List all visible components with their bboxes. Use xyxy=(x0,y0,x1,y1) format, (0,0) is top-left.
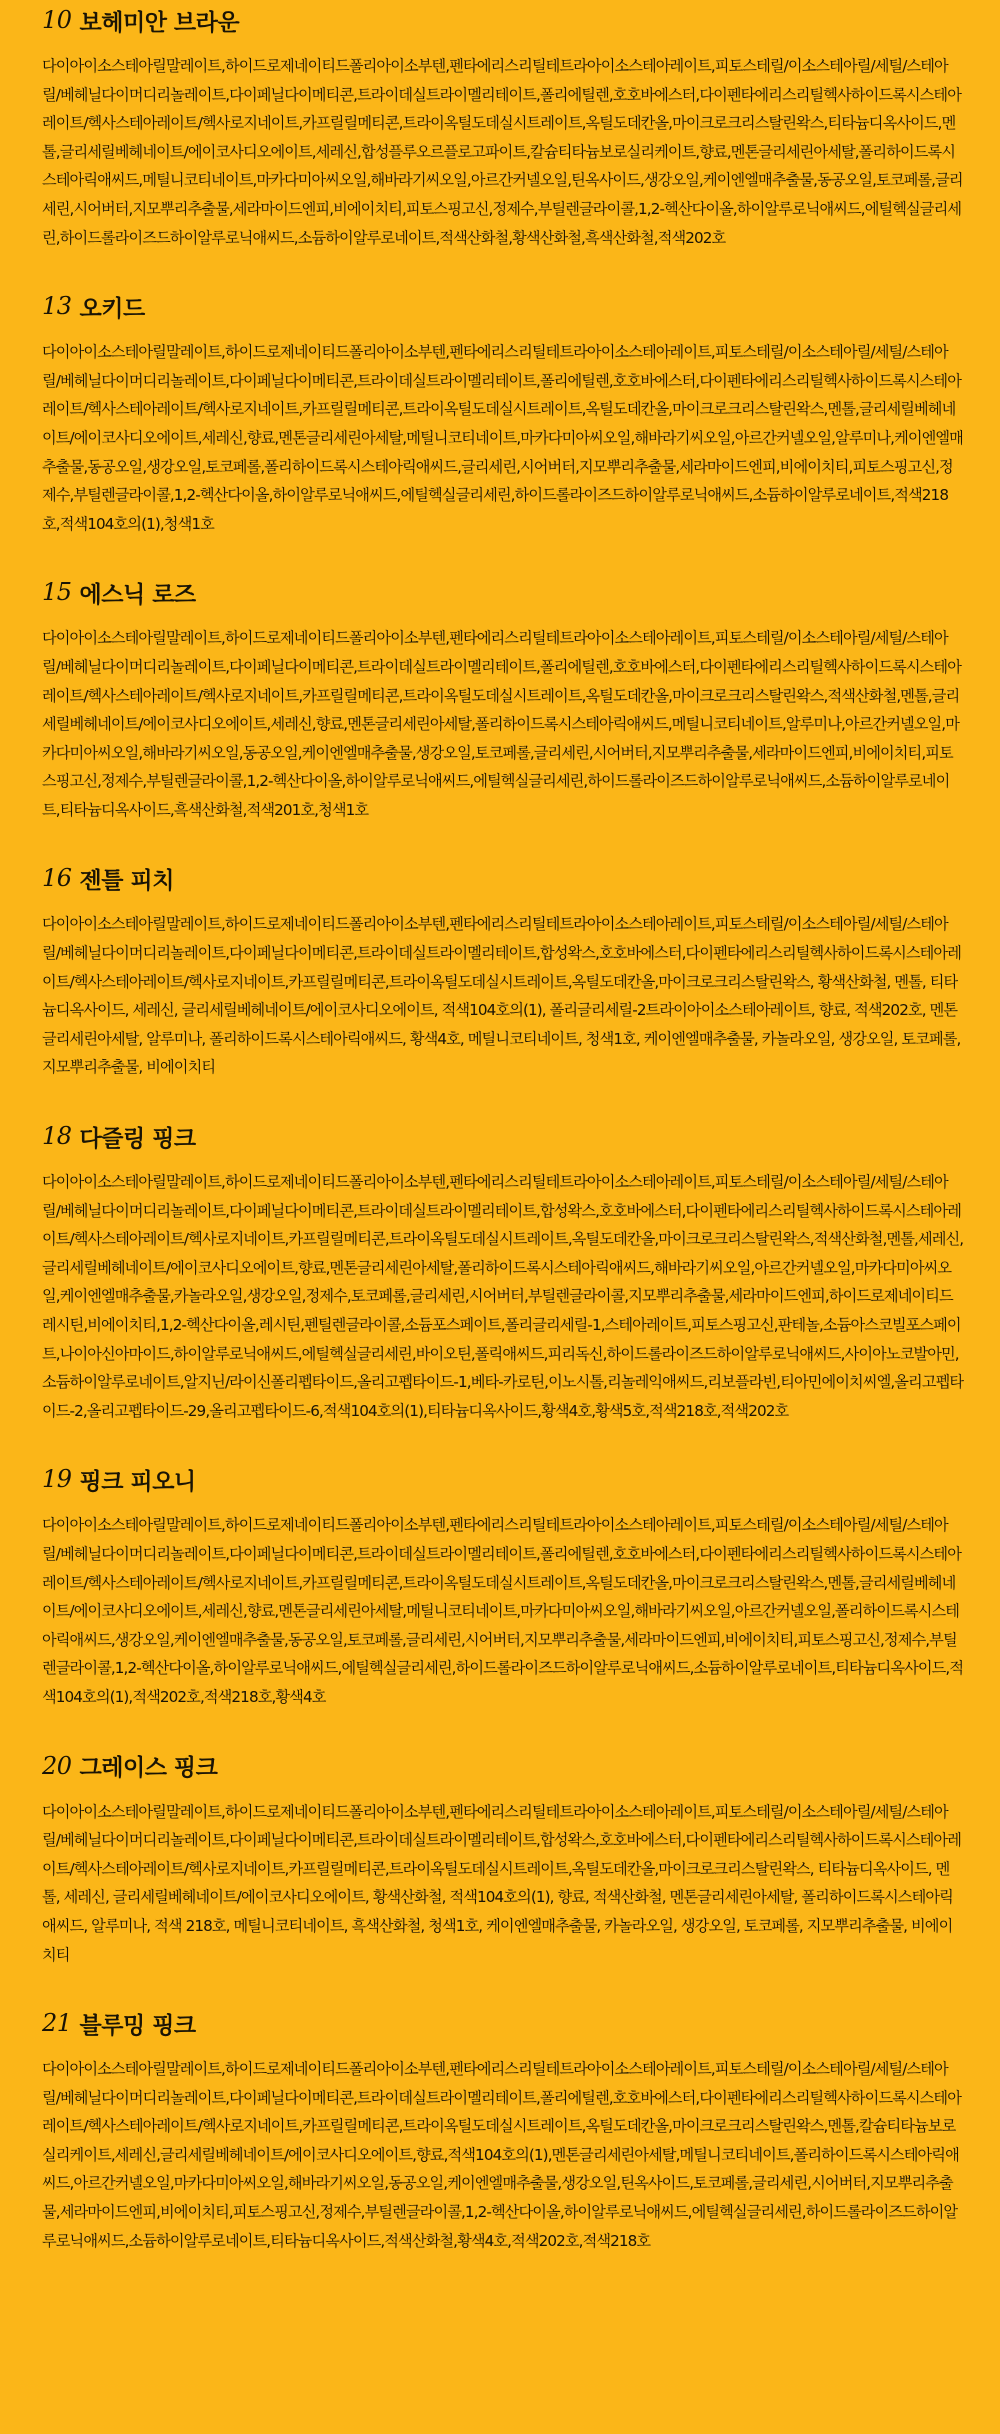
shade-name: 오키드 xyxy=(79,295,145,322)
shade-number: 13 xyxy=(42,292,72,321)
shade-number: 19 xyxy=(42,1465,72,1494)
shade-title xyxy=(42,286,964,326)
shade-number: 20 xyxy=(42,1751,72,1780)
ingredient-text: 다이아이소스테아릴말레이트,하이드로제네이티드폴리아이소부텐,펜타에리스리틸테트라아이소스테아레이트,피토스테릴/이소스테아릴/세틸/스테아릴/베헤닐다이머디리놀레이트,다이페닐다이메티콘,트라이데실트라이멜리테이트,폴리에틸렌,호호바에스터,다이펜타에리스리틸헥사하이드록시스테아레이트/헥사스테아레이트/헥사로지네이트,카프릴릴메티콘,트라이옥틸도데실시트레이트,옥틸도데칸올,마이크로크리스탈린왁스,멘톨,글리세릴베헤네이트/에이코사디오에이트,세레신,향료,멘톤글리세린아세탈,메틸니코티네이트,마카다미아씨오일,해바라기씨오일,아르간커넬오일,알루미나,케이엔엘매추출물,동공오일,생강오일,토코페롤,폴리하이드록시스테아릭애씨드,글리세린,시어버터,지모뿌리추출물,세라마이드엔피,비에이치티,피토스핑고신,정제수,부틸렌글라이콜,1,2-헥산다이올,하이알루로닉애씨드,에틸헥실글리세린,하이드롤라이즈드하이알루로닉애씨드,소듐하이알루로네이트,적색218호,적색104호의(1),청색1호 xyxy=(42,343,963,533)
ingredient-text: 다이아이소스테아릴말레이트,하이드로제네이티드폴리아이소부텐,펜타에리스리틸테트라아이소스테아레이트,피토스테릴/이소스테아릴/세틸/스테아릴/베헤닐다이머디리놀레이트,다이페닐다이메티콘,트라이데실트라이멜리테이트,합성왁스,호호바에스터,다이펜타에리스리틸헥사하이드록시스테아레이트/헥사스테아레이트/헥사로지네이트,카프릴릴메티콘,트라이옥틸도데실시트레이트,옥틸도데칸올,마이크로크리스탈린왁스,적색산화철,멘톨,세레신,글리세릴베헤네이트/에이코사디오에이트,향료,멘톤글리세린아세탈,폴리하이드록시스테아릭애씨드,해바라기씨오일,아르간커넬오일,마카다미아씨오일,케이엔엘매추출물,카놀라오일,생강오일,정제수,토코페롤,글리세린,시어버터,부틸렌글라이콜,지모뿌리추출물,세라마이드엔피,하이드로제네이티드레시틴,비에이치티,1,2-헥산다이올,레시틴,펜틸렌글라이콜,소듐포스페이트,폴리글리세릴-1,스테아레이트,피토스핑고신,판테놀,소듐아스코빌포스페이트,나이아신아마이드,하이알루로닉애씨드,에틸헥실글리세린,바이오틴,폴릭애씨드,피리독신,하이드롤라이즈드하이알루로닉애씨드,사이아노코발아민,소듐하이알루로네이트,알지닌/라이신폴리펩타이드,올리고펩타이드-1,베타-카로틴,이노시톨,리놀레익애씨드,리보플라빈,티아민에이치씨엘,올리고펩타이드-2,올리고펩타이드-29,올리고펩타이드-6,적색104호의(1),티타늄디옥사이드,황색4호,황색5호,적색218호,적색202호 xyxy=(42,1173,964,1420)
shade-number: 21 xyxy=(42,2009,72,2038)
shade-name: 에스닉 로즈 xyxy=(79,581,196,608)
shade-name: 핑크 피오니 xyxy=(79,1468,196,1495)
shade-name: 그레이스 핑크 xyxy=(79,1755,218,1782)
shade-section-10 xyxy=(42,0,964,252)
ingredient-text: 다이아이소스테아릴말레이트,하이드로제네이티드폴리아이소부텐,펜타에리스리틸테트라아이소스테아레이트,피토스테릴/이소스테아릴/세틸/스테아릴/베헤닐다이머디리놀레이트,다이페닐다이메티콘,트라이데실트라이멜리테이트,폴리에틸렌,호호바에스터,다이펜타에리스리틸헥사하이드록시스테아레이트/헥사스테아레이트/헥사로지네이트,카프릴릴메티콘,트라이옥틸도데실시트레이트,옥틸도데칸올,마이크로크리스탈린왁스,멘톨,칼슘티타늄보로실리케이트,세레신,글리세릴베헤네이트/에이코사디오에이트,향료,적색104호의(1),멘톤글리세린아세탈,메틸니코티네이트,폴리하이드록시스테아릭애씨드,아르간커넬오일,마카다미아씨오일,해바라기씨오일,동공오일,케이엔엘매추출물,생강오일,틴옥사이드,토코페롤,글리세린,시어버터,지모뿌리추출물,세라마이드엔피,비에이치티,피토스핑고신,정제수,부틸렌글라이콜,1,2-헥산다이올,하이알루로닉애씨드,에틸헥실글리세린,하이드롤라이즈드하이알루로닉애씨드,소듐하이알루로네이트,티타늄디옥사이드,적색산화철,황색4호,적색202호,적색218호 xyxy=(42,2060,961,2250)
ingredient-text: 다이아이소스테아릴말레이트,하이드로제네이티드폴리아이소부텐,펜타에리스리틸테트라아이소스테아레이트,피토스테릴/이소스테아릴/세틸/스테아릴/베헤닐다이머디리놀레이트,다이페닐다이메티콘,트라이데실트라이멜리테이트,폴리에틸렌,호호바에스터,다이펜타에리스리틸헥사하이드록시스테아레이트/헥사스테아레이트/헥사로지네이트,카프릴릴메티콘,트라이옥틸도데실시트레이트,옥틸도데칸올,마이크로크리스탈린왁스,멘톨,글리세릴베헤네이트/에이코사디오에이트,세레신,향료,멘톤글리세린아세탈,메틸니코티네이트,마카다미아씨오일,해바라기씨오일,아르간커넬오일,폴리하이드록시스테아릭애씨드,생강오일,케이엔엘매추출물,동공오일,토코페롤,글리세린,시어버터,지모뿌리추출물,세라마이드엔피,비에이치티,피토스핑고신,정제수,부틸렌글라이콜,1,2-헥산다이올,하이알루로닉애씨드,에틸헥실글리세린,하이드롤라이즈드하이알루로닉애씨드,소듐하이알루로네이트,티타늄디옥사이드,적색104호의(1),적색202호,적색218호,황색4호 xyxy=(42,1516,964,1706)
shade-section-21 xyxy=(42,2003,964,2255)
shade-title xyxy=(42,1116,964,1156)
shade-section-19 xyxy=(42,1459,964,1711)
shade-section-13 xyxy=(42,286,964,538)
shade-title xyxy=(42,858,964,898)
shade-section-16 xyxy=(42,858,964,1082)
shade-name: 보헤미안 브라운 xyxy=(79,9,240,36)
shade-section-18 xyxy=(42,1116,964,1425)
ingredient-text: 다이아이소스테아릴말레이트,하이드로제네이티드폴리아이소부텐,펜타에리스리틸테트라아이소스테아레이트,피토스테릴/이소스테아릴/세틸/스테아릴/베헤닐다이머디리놀레이트,다이페닐다이메티콘,트라이데실트라이멜리테이트,폴리에틸렌,호호바에스터,다이펜타에리스리틸헥사하이드록시스테아레이트/헥사스테아레이트/헥사로지네이트,카프릴릴메티콘,트라이옥틸도데실시트레이트,옥틸도데칸올,마이크로크리스탈린왁스,티타늄디옥사이드,멘톨,글리세릴베헤네이트/에이코사디오에이트,세레신,합성플루오르플로고파이트,칼슘티타늄보로실리케이트,향료,멘톤글리세린아세탈,폴리하이드록시스테아릭애씨드,메틸니코티네이트,마카다미아씨오일,해바라기씨오일,아르간커넬오일,틴옥사이드,생강오일,케이엔엘매추출물,동공오일,토코페롤,글리세린,시어버터,지모뿌리추출물,세라마이드엔피,비에이치티,피토스핑고신,정제수,부틸렌글라이콜,1,2-헥산다이올,하이알루로닉애씨드,에틸헥실글리세린,하이드롤라이즈드하이알루로닉애씨드,소듐하이알루로네이트,적색산화철,황색산화철,흑색산화철,적색202호 xyxy=(42,57,963,247)
shade-title xyxy=(42,1459,964,1499)
shade-number: 15 xyxy=(42,578,72,607)
shade-section-20 xyxy=(42,1746,964,1970)
ingredient-text: 다이아이소스테아릴말레이트,하이드로제네이티드폴리아이소부텐,펜타에리스리틸테트라아이소스테아레이트,피토스테릴/이소스테아릴/세틸/스테아릴/베헤닐다이머디리놀레이트,다이페닐다이메티콘,트라이데실트라이멜리테이트,합성왁스,호호바에스터,다이펜타에리스리틸헥사하이드록시스테아레이트/헥사스테아레이트/헥사로지네이트,카프릴릴메티콘,트라이옥틸도데실시트레이트,옥틸도데칸올,마이크로크리스탈린왁스, 티타늄디옥사이드, 멘톨, 세레신, 글리세릴베헤네이트/에이코사디오에이트, 황색산화철, 적색104호의(1), 향료, 적색산화철, 멘톤글리세린아세탈, 폴리하이드록시스테아릭애씨드, 알루미나, 적색 218호, 메틸니코티네이트, 흑색산화철, 청색1호, 케이엔엘매추출물, 카놀라오일, 생강오일, 토코페롤, 지모뿌리추출물, 비에이치티 xyxy=(42,1802,961,1964)
ingredient-text: 다이아이소스테아릴말레이트,하이드로제네이티드폴리아이소부텐,펜타에리스리틸테트라아이소스테아레이트,피토스테릴/이소스테아릴/세틸/스테아릴/베헤닐다이머디리놀레이트,다이페닐다이메티콘,트라이데실트라이멜리테이트,합성왁스,호호바에스터,다이펜타에리스리틸헥사하이드록시스테아레이트/헥사스테아레이트/헥사로지네이트,카프릴릴메티콘,트라이옥틸도데실시트레이트,옥틸도데칸올,마이크로크리스탈린왁스, 황색산화철, 멘톨, 티타늄디옥사이드, 세레신, 글리세릴베헤네이트/에이코사디오에이트, 적색104호의(1), 폴리글리세릴-2트라이아이소스테아레이트, 향료, 적색202호, 멘톤글리세린아세탈, 알루미나, 폴리하이드록시스테아릭애씨드, 황색4호, 메틸니코티네이트, 청색1호, 케이엔엘매추출물, 카놀라오일, 생강오일, 토코페롤, 지모뿌리추출물, 비에이치티 xyxy=(42,915,961,1077)
shade-name: 젠틀 피치 xyxy=(79,867,174,894)
ingredient-text: 다이아이소스테아릴말레이트,하이드로제네이티드폴리아이소부텐,펜타에리스리틸테트라아이소스테아레이트,피토스테릴/이소스테아릴/세틸/스테아릴/베헤닐다이머디리놀레이트,다이페닐다이메티콘,트라이데실트라이멜리테이트,폴리에틸렌,호호바에스터,다이펜타에리스리틸헥사하이드록시스테아레이트/헥사스테아레이트/헥사로지네이트,카프릴릴메티콘,트라이옥틸도데실시트레이트,옥틸도데칸올,마이크로크리스탈린왁스,적색산화철,멘톨,글리세릴베헤네이트/에이코사디오에이트,세레신,향료,멘톤글리세린아세탈,폴리하이드록시스테아릭애씨드,메틸니코티네이트,알루미나,아르간커넬오일,마카다미아씨오일,해바라기씨오일,동공오일,케이엔엘매추출물,생강오일,토코페롤,글리세린,시어버터,지모뿌리추출물,세라마이드엔피,비에이치티,피토스핑고신,정제수,부틸렌글라이콜,1,2-헥산다이올,하이알루로닉애씨드,에틸헥실글리세린,하이드롤라이즈드하이알루로닉애씨드,소듐하이알루로네이트,티타늄디옥사이드,흑색산화철,적색201호,청색1호 xyxy=(42,629,961,819)
shade-title xyxy=(42,2003,964,2043)
shade-title xyxy=(42,572,964,612)
shade-section-15 xyxy=(42,572,964,824)
shade-number: 18 xyxy=(42,1122,72,1151)
shade-name: 블루밍 핑크 xyxy=(79,2012,196,2039)
shade-number: 16 xyxy=(42,864,72,893)
shade-name: 다즐링 핑크 xyxy=(79,1125,196,1152)
shade-number: 10 xyxy=(42,6,72,34)
shade-title xyxy=(42,1746,964,1786)
shade-title xyxy=(42,0,964,40)
